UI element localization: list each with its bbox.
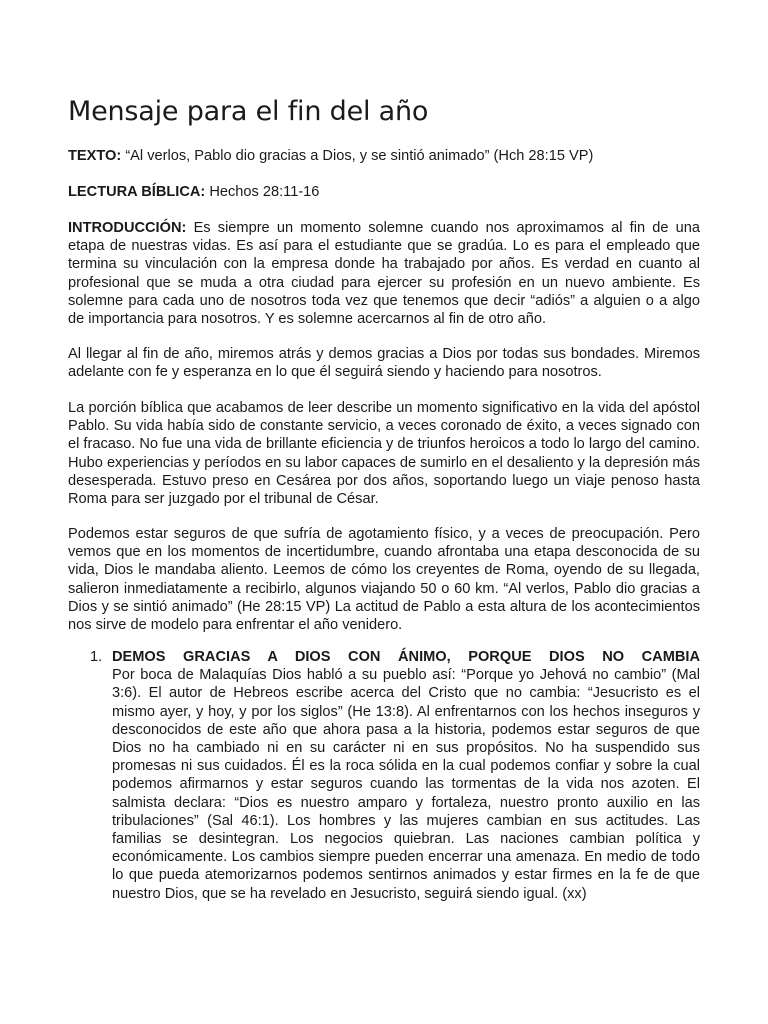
texto-value: “Al verlos, Pablo dio gracias a Dios, y se sintió animado” (Hch 28:15 VP) — [125, 148, 594, 164]
introduccion-label: INTRODUCCIÓN: — [68, 220, 187, 236]
introduccion-text: Es siempre un momento solemne cuando nos aproximamos al fin de una etapa de nuestras vidas. Es así para el estudiante que se gradúa. Lo es para el empleado que termina su vinculación con la empresa donde ha trabajado por años. Es verdad en cuanto al profesional que se muda a otra ciudad para ejercer su profesión en un nuevo ambiente. Es solemne para cada uno de nosotros toda vez que tenemos que decir “adiós” a alguien o a algo de importancia para nosotros. Y es solemne acercarnos al fin de otro año. — [68, 220, 700, 328]
lectura-value: Hechos 28:11-16 — [209, 184, 320, 200]
lectura-label: LECTURA BÍBLICA: — [68, 184, 206, 200]
introduccion-paragraph — [68, 219, 700, 328]
texto-label: TEXTO: — [68, 148, 122, 164]
paragraph-agotamiento: Podemos estar seguros de que sufría de agotamiento físico, y a veces de preocupación. Pero vemos que en los momentos de incertidumbre, cuando afrontaba una etapa desconocida de su vida, Dios le mandaba aliento. Leemos de cómo los creyentes de Roma, oyendo de su llegada, salieron inmediatamente a recibirlo, algunos viajando 50 o 60 km. “Al verlos, Pablo dio gracias a Dios y se sintió animado” (He 28:15 VP) La actitud de Pablo a esta altura de los acontecimientos nos sirve de modelo para enfrentar el año venidero. — [68, 526, 700, 634]
document-title: Mensaje para el fin del año — [68, 96, 429, 127]
list-item-heading: DEMOS GRACIAS A DIOS CON ÁNIMO, PORQUE DIOS NO CAMBIA — [112, 649, 700, 665]
paragraph-porcion-biblica: La porción bíblica que acabamos de leer describe un momento significativo en la vida del apóstol Pablo. Su vida había sido de constante servicio, a veces coronado de éxito, a veces signado con el fracaso. No fue una vida de brillante eficiencia y de triunfos heroicos a todo lo largo del camino. Hubo experiencias y períodos en su labor capaces de sumirlo en el desaliento y la depresión más desesperada. Estuvo preso en Cesárea por dos años, soportando luego un viaje penoso hasta Roma para ser juzgado por el tribunal de César. — [68, 400, 700, 508]
lectura-line — [68, 183, 700, 201]
list-item-body — [112, 648, 700, 903]
texto-line — [68, 147, 700, 165]
paragraph-fin-de-ano: Al llegar al fin de año, miremos atrás y demos gracias a Dios por todas sus bondades. Miremos adelante con fe y esperanza en lo que él seguirá siendo y haciendo para nosotros. — [68, 346, 700, 381]
list-item-number: 1. — [90, 649, 103, 665]
list-item-text: Por boca de Malaquías Dios habló a su pueblo así: “Porque yo Jehová no cambio” (Mal 3:6). El autor de Hebreos escribe acerca del Cristo que no cambia: “Jesucristo es el mismo ayer, y hoy, y por los siglos” (He 13:8). Al enfrentarnos con los hechos inseguros y desconocidos de este año que ahora pasa a la historia, podemos estar seguros de que Dios no ha cambiado ni en su carácter ni en sus propósitos. No ha suspendido sus promesas ni sus cuidados. Él es la roca sólida en la cual podemos confiar y sobre la cual podemos afirmarnos y estar seguros cuando las tormentas de la vida nos azoten. El salmista declara: “Dios es nuestro amparo y fortaleza, nuestro pronto auxilio en las tribulaciones” (Sal 46:1). Los hombres y las mujeres cambian en sus actitudes. Las familias se desintegran. Los negocios quiebran. Las naciones cambian política y económicamente. Los cambios siempre pueden encerrar una amenaza. En medio de todo lo que pueda atemorizarnos podemos sentirnos animados y estar firmes en la fe de que nuestro Dios, que se ha revelado en Jesucristo, seguirá siendo igual. (xx) — [112, 667, 700, 902]
